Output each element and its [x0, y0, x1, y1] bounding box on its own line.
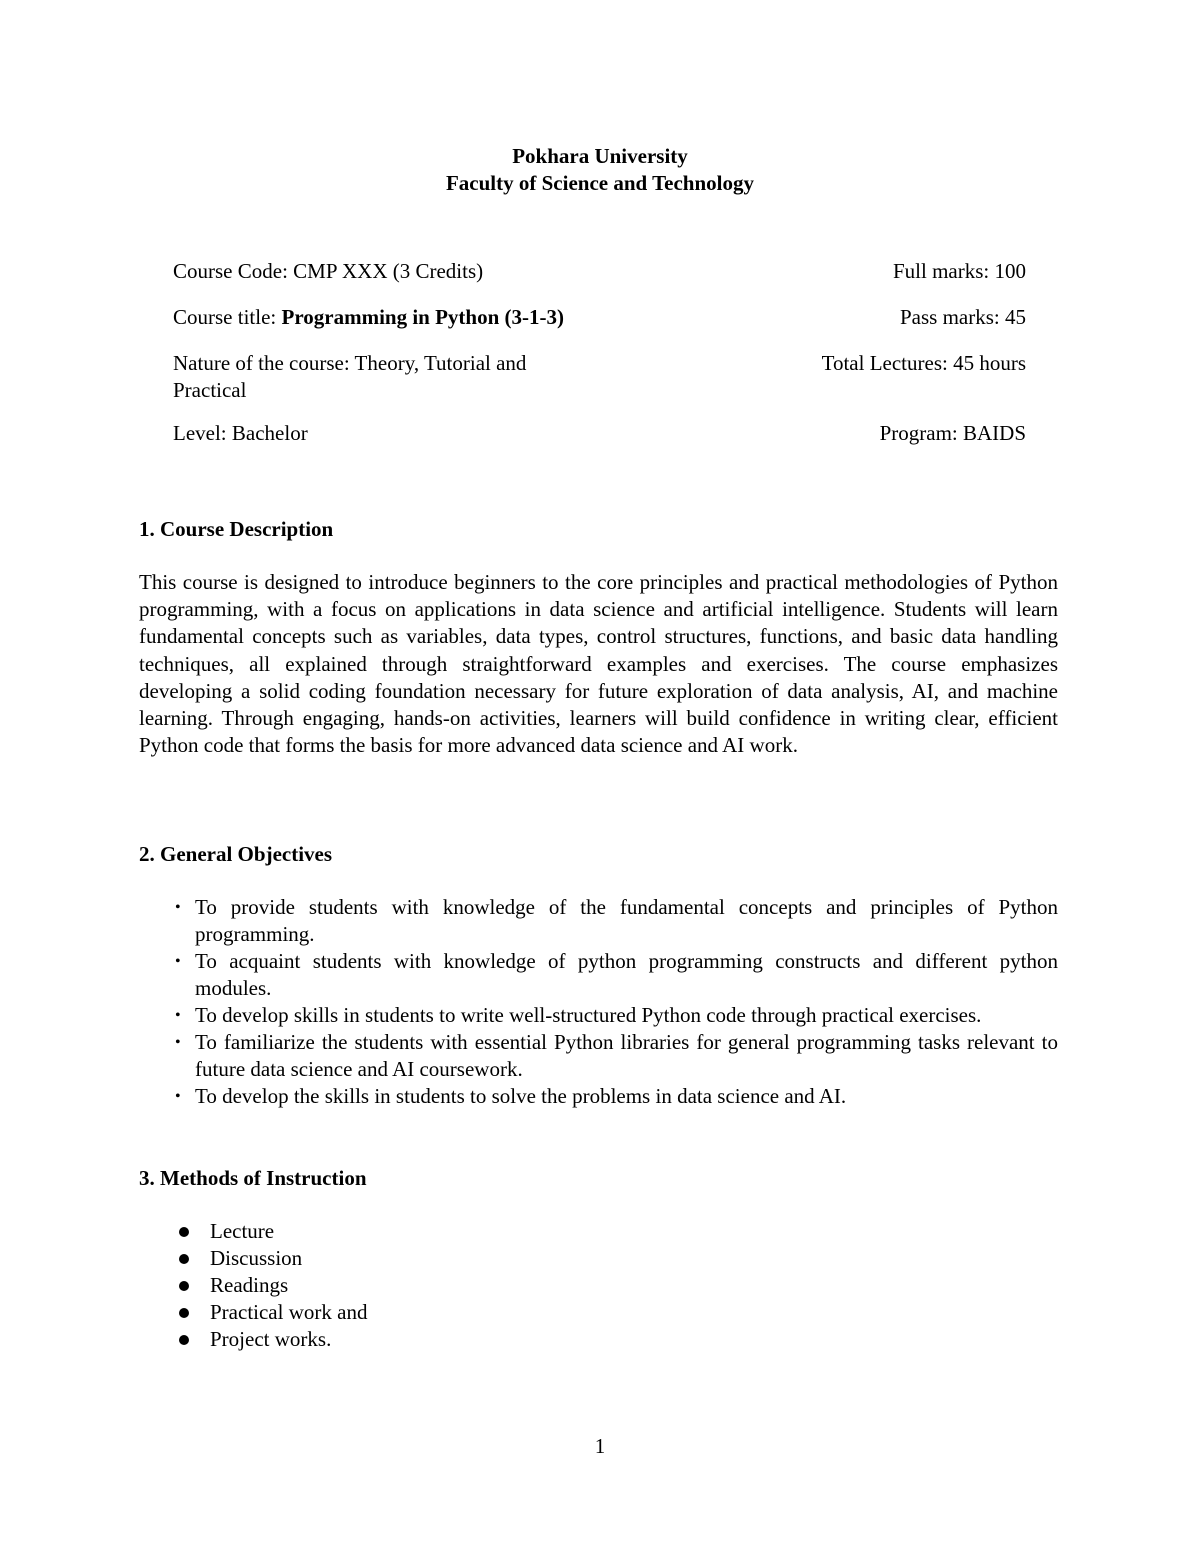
- objective-text: To acquaint students with knowledge of python programming constructs and different python modules.: [195, 949, 1058, 1000]
- general-objectives-heading: 2. General Objectives: [139, 842, 333, 866]
- methods-of-instruction-heading: 3. Methods of Instruction: [139, 1166, 367, 1190]
- objective-text: To provide students with knowledge of the fundamental concepts and principles of Python programming.: [195, 895, 1058, 946]
- method-text: Lecture: [210, 1219, 275, 1243]
- full-marks: Full marks: 100: [892, 259, 1026, 283]
- page-number: 1: [594, 1434, 606, 1458]
- course-level-value: Bachelor: [231, 421, 308, 445]
- course-code-value: CMP XXX (3 Credits): [293, 259, 484, 283]
- objectives-list: [173, 894, 1058, 1110]
- bullet-icon: •: [175, 1034, 181, 1051]
- bullet-icon: •: [175, 1088, 181, 1105]
- course-nature-label: Nature of the course:: [173, 351, 355, 375]
- list-item: [173, 948, 1058, 1002]
- list-item: [176, 1245, 367, 1272]
- method-text: Project works.: [210, 1327, 332, 1351]
- method-text: Readings: [210, 1273, 289, 1297]
- course-title-value: Programming in Python (3-1-3): [281, 305, 565, 329]
- objective-text: To develop skills in students to write well-structured Python code through practical exercises.: [195, 1003, 982, 1027]
- bullet-icon: [179, 1254, 189, 1264]
- list-item: [176, 1272, 367, 1299]
- list-item: [176, 1326, 367, 1353]
- list-item: [173, 1002, 1058, 1029]
- objective-text: To familiarize the students with essential Python libraries for general programming tasks relevant to future data science and AI coursework.: [195, 1030, 1058, 1081]
- course-level: [173, 420, 593, 447]
- course-description-text: This course is designed to introduce beginners to the core principles and practical methodologies of Python programming, with a focus on applications in data science and artificial intelligence. Students will learn fundamental concepts such as variables, data types, control structures, functions, and basic data handling techniques, all explained through straightforward examples and exercises. The course emphasizes developing a solid coding foundation necessary for future exploration of data analysis, AI, and machine learning. Through engaging, hands-on activities, learners will build confidence in writing clear, efficient Python code that forms the basis for more advanced data science and AI work.: [139, 570, 1058, 758]
- list-item: [173, 894, 1058, 948]
- faculty-name: Faculty of Science and Technology: [445, 171, 755, 195]
- objective-text: To develop the skills in students to solve the problems in data science and AI.: [195, 1084, 847, 1108]
- list-item: [176, 1299, 367, 1326]
- course-nature: [173, 350, 588, 404]
- bullet-icon: [179, 1281, 189, 1291]
- course-code-label: Course Code:: [173, 259, 294, 283]
- bullet-icon: •: [175, 899, 181, 916]
- method-text: Practical work and: [210, 1300, 368, 1324]
- course-title-label: Course title:: [173, 305, 282, 329]
- course-title: [173, 304, 733, 331]
- university-name: Pokhara University: [512, 144, 688, 168]
- course-level-label: Level:: [173, 421, 232, 445]
- document-header: [0, 143, 1200, 197]
- bullet-icon: •: [175, 953, 181, 970]
- list-item: [173, 1083, 1058, 1110]
- pass-marks: Pass marks: 45: [900, 305, 1026, 329]
- course-description-heading: 1. Course Description: [139, 517, 334, 541]
- bullet-icon: •: [175, 1007, 181, 1024]
- program: Program: BAIDS: [879, 421, 1026, 445]
- course-code: [173, 258, 593, 285]
- list-item: [176, 1218, 367, 1245]
- bullet-icon: [179, 1227, 189, 1237]
- course-nature-value: Theory, Tutorial and Practical: [173, 351, 527, 402]
- total-lectures: Total Lectures: 45 hours: [821, 351, 1026, 375]
- method-text: Discussion: [210, 1246, 303, 1270]
- list-item: [173, 1029, 1058, 1083]
- methods-list: [176, 1218, 367, 1353]
- bullet-icon: [179, 1308, 189, 1318]
- bullet-icon: [179, 1335, 189, 1345]
